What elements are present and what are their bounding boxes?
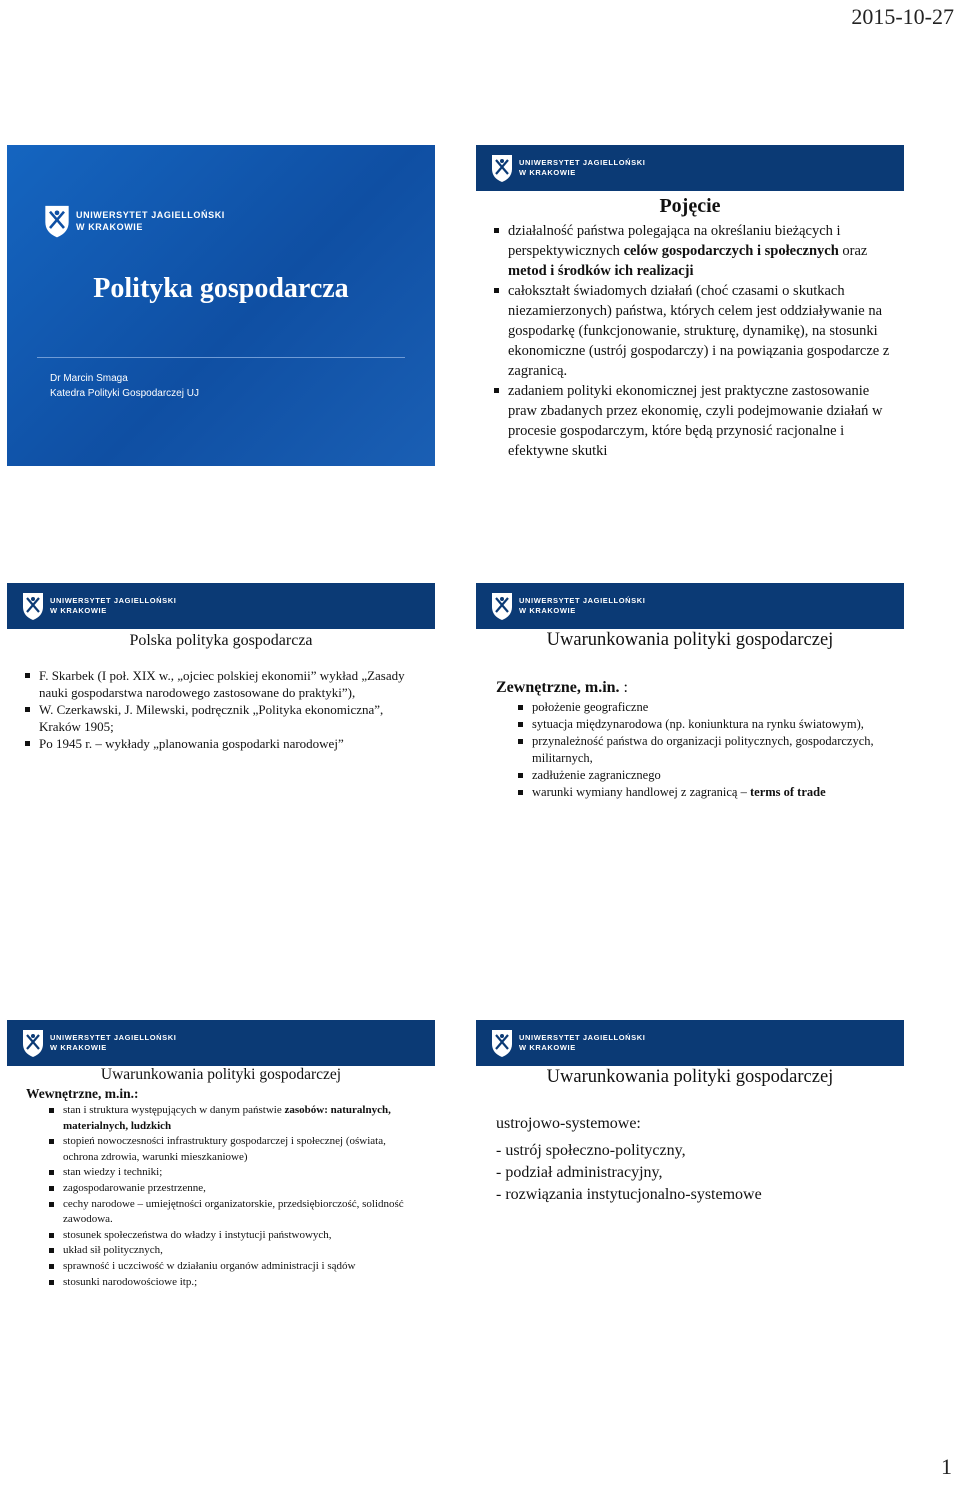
slide-polska-polityka (7, 583, 435, 904)
logo-line2: W KRAKOWIE (76, 222, 143, 232)
list-item: zagospodarowanie przestrzenne, (47, 1181, 419, 1197)
list-item: przynależność państwa do organizacji politycznych, gospodarczych, militarnych, (516, 733, 884, 767)
university-logo (21, 591, 177, 621)
list-item: sprawność i uczciwość w działaniu organów administracji i sądów (47, 1259, 419, 1275)
university-crest-icon (490, 153, 514, 183)
list-item: całokształt świadomych działań (choć czasami o skutkach niezamierzonych) państwa, których celem jest oddziaływanie na gospodarkę (funkcjonowanie, strukturę, dynamikę), na stosunki ekonomiczne (ustrój gospodarczy) i na powiązania gospodarcze z zagranicą. (492, 281, 894, 381)
university-logo (490, 153, 646, 183)
slide-subtitle: Zewnętrzne, m.in. : (496, 679, 628, 696)
slide-header-band (476, 1020, 904, 1066)
author-name: Dr Marcin Smaga (50, 373, 128, 384)
university-logo (490, 1028, 646, 1058)
slide-subtitle: ustrojowo-systemowe: (496, 1115, 641, 1132)
bullet-list (516, 699, 884, 801)
slide-subtitle: Wewnętrzne, m.in.: (26, 1086, 139, 1101)
university-logo (43, 203, 225, 239)
university-crest-icon (490, 1028, 514, 1058)
author-department: Katedra Polityki Gospodarczej UJ (50, 388, 199, 399)
slide-title: Polska polityka gospodarcza (129, 632, 313, 649)
list-item: sytuacja międzynarodowa (np. koniunktura na rynku światowym), (516, 716, 884, 733)
list-item: stosunki narodowościowe itp.; (47, 1275, 419, 1291)
logo-line2: W KRAKOWIE (519, 168, 576, 177)
list-item: - rozwiązania instytucjonalno-systemowe (496, 1186, 762, 1203)
list-item: - podział administracyjny, (496, 1164, 663, 1181)
page-number: 1 (941, 1454, 952, 1479)
list-item: W. Czerkawski, J. Milewski, podręcznik „Polityka ekonomiczna”, Kraków 1905; (23, 701, 423, 735)
list-item: układ sił politycznych, (47, 1243, 419, 1259)
list-item: cechy narodowe – umiejętności organizatorskie, przedsiębiorczość, solidność zawodowa. (47, 1197, 419, 1228)
logo-line1: UNIWERSYTET JAGIELLOŃSKI (519, 596, 646, 605)
logo-line2: W KRAKOWIE (519, 1043, 576, 1052)
list-item: stan i struktura występujących w danym państwie zasobów: naturalnych, materialnych, ludzkich (47, 1103, 419, 1134)
list-item: stopień nowoczesności infrastruktury gospodarczej i społecznej (oświata, ochrona zdrowia, warunki mieszkaniowe) (47, 1134, 419, 1165)
logo-line2: W KRAKOWIE (50, 606, 107, 615)
slide-uwarunkowania-wewnetrzne (7, 1020, 435, 1341)
slide-title: Uwarunkowania polityki gospodarczej (100, 1066, 342, 1083)
slide-uwarunkowania-zewnetrzne (476, 583, 904, 904)
list-item: warunki wymiany handlowej z zagranicą – terms of trade (516, 784, 884, 801)
slide-pojecie (476, 145, 904, 466)
university-crest-icon (43, 203, 71, 239)
bullet-list (492, 221, 894, 461)
slide-header-band (7, 1020, 435, 1066)
bullet-list (47, 1103, 419, 1290)
slide-uwarunkowania-ustrojowe (476, 1020, 904, 1341)
logo-line1: UNIWERSYTET JAGIELLOŃSKI (76, 210, 225, 220)
list-item: działalność państwa polegająca na określaniu bieżących i perspektywicznych celów gospodarczych i społecznych oraz metod i środków ich realizacji (492, 221, 894, 281)
logo-line1: UNIWERSYTET JAGIELLOŃSKI (50, 1033, 177, 1042)
list-item: F. Skarbek (I poł. XIX w., „ojciec polskiej ekonomii” wykład „Zasady nauki gospodarstwa narodowego zastosowane do praktyki”), (23, 667, 423, 701)
list-item: stan wiedzy i techniki; (47, 1165, 419, 1181)
slide-header-band (7, 583, 435, 629)
logo-line1: UNIWERSYTET JAGIELLOŃSKI (519, 158, 646, 167)
logo-line2: W KRAKOWIE (519, 606, 576, 615)
list-item: stosunek społeczeństwa do władzy i instytucji państwowych, (47, 1228, 419, 1244)
slide-title: Uwarunkowania polityki gospodarczej (546, 630, 834, 650)
slide-title (7, 145, 435, 466)
list-item: - ustrój społeczno-polityczny, (496, 1142, 686, 1159)
slide-title: Pojęcie (659, 195, 721, 217)
slide-header-band (476, 583, 904, 629)
presentation-title: Polityka gospodarcza (93, 273, 349, 304)
university-logo (21, 1028, 177, 1058)
university-logo (490, 591, 646, 621)
university-crest-icon (21, 1028, 45, 1058)
logo-line1: UNIWERSYTET JAGIELLOŃSKI (50, 596, 177, 605)
logo-line2: W KRAKOWIE (50, 1043, 107, 1052)
logo-line1: UNIWERSYTET JAGIELLOŃSKI (519, 1033, 646, 1042)
bullet-list (23, 667, 423, 752)
slide-header-band (476, 145, 904, 191)
slide-title: Uwarunkowania polityki gospodarczej (546, 1067, 834, 1087)
dash-list (496, 1140, 762, 1206)
list-item: zadaniem polityki ekonomicznej jest praktyczne zastosowanie praw zbadanych przez ekonomię, czyli podejmowanie działań w procesie gospodarczym, które będą przynosić racjonalne i efektywne skutki (492, 381, 894, 461)
list-item: zadłużenie zagranicznego (516, 767, 884, 784)
title-divider (37, 357, 405, 358)
university-crest-icon (490, 591, 514, 621)
list-item: Po 1945 r. – wykłady „planowania gospodarki narodowej” (23, 735, 423, 752)
document-date: 2015-10-27 (851, 4, 954, 29)
list-item: położenie geograficzne (516, 699, 884, 716)
university-crest-icon (21, 591, 45, 621)
